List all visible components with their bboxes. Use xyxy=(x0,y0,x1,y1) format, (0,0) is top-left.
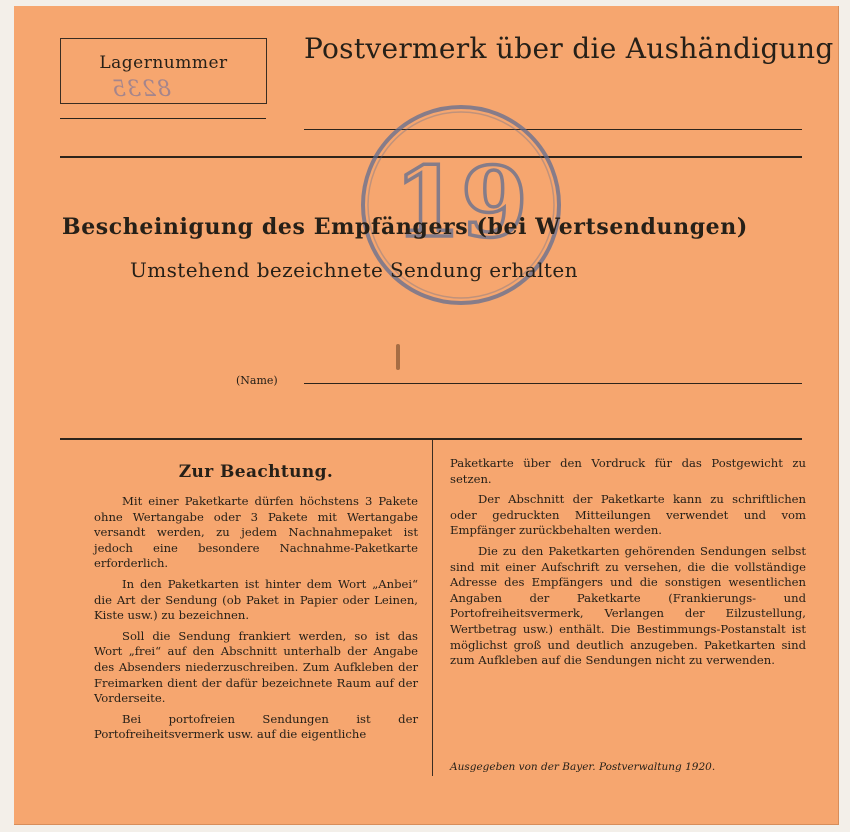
parcel-card xyxy=(14,6,839,825)
certificate-subtitle: Umstehend bezeichnete Sendung erhalten xyxy=(130,258,578,282)
section-divider-bottom xyxy=(60,438,802,440)
notes-left-paragraph: Soll die Sendung frankiert werden, so ist das Wort „frei“ auf den Abschnitt unterhalb der Angabe des Absenders niederzuschreiben. Zum Aufkleben der Freimarken dient der dafür bezeichnete Raum auf der Vorderseite. xyxy=(94,628,418,706)
notes-title: Zur Beachtung. xyxy=(178,462,334,482)
stock-number-box xyxy=(60,38,267,104)
notes-left-paragraph: Bei portofreien Sendungen ist der Portofreiheitsvermerk usw. auf die eigentliche xyxy=(94,711,418,742)
notes-right-column xyxy=(450,456,806,674)
stock-box-underline xyxy=(60,118,266,119)
issuer-footer: Ausgegeben von der Bayer. Postverwaltung 1920. xyxy=(450,761,716,773)
notes-right-paragraph: Der Abschnitt der Paketkarte kann zu schriftlichen oder gedruckten Mitteilungen verwendet und vom Empfänger zurückbehalten werden. xyxy=(450,492,806,538)
stock-number-value: 8235 xyxy=(111,77,171,102)
name-label: (Name) xyxy=(236,374,278,387)
notes-left-paragraph: In den Paketkarten ist hinter dem Wort „Anbei“ die Art der Sendung (ob Paket in Papier oder Leinen, Kiste usw.) zu bezeichnen. xyxy=(94,576,418,623)
column-divider xyxy=(432,440,433,776)
notes-right-paragraph: Die zu den Paketkarten gehörenden Sendungen selbst sind mit einer Aufschrift zu versehen, die die vollständige Adresse des Empfängers und die sonstigen wesentlichen Angaben der Paketkarte (Frankierungs- und Portofreiheitsvermerk, Verlangen der Eilzustellung, Wertbetrag usw.) enthält. Die Bestimmungs-Postanstalt ist möglichst groß und deutlich anzugeben. Paketkarten sind zum Aufkleben auf die Sendungen nicht zu verwenden. xyxy=(450,543,806,668)
notes-left-column xyxy=(94,494,418,748)
post-note-title: Postvermerk über die Aushändigung xyxy=(304,32,834,65)
notes-left-paragraph: Mit einer Paketkarte dürfen höchstens 3 Pakete ohne Wertangabe oder 3 Pakete mit Wertangabe versandt werden, zu jedem Nachnahmepaket ist jedoch eine besondere Nachnahme-Paketkarte erforderlich. xyxy=(94,494,418,571)
pin-hole-mark xyxy=(396,344,400,370)
name-line xyxy=(304,383,802,384)
stamp-number: 19 xyxy=(394,146,528,259)
certificate-title: Bescheinigung des Empfängers (bei Wertsendungen) xyxy=(62,214,748,240)
stock-number-label: Lagernummer xyxy=(99,53,228,73)
notes-right-paragraph: Paketkarte über den Vordruck für das Postgewicht zu setzen. xyxy=(450,456,806,486)
